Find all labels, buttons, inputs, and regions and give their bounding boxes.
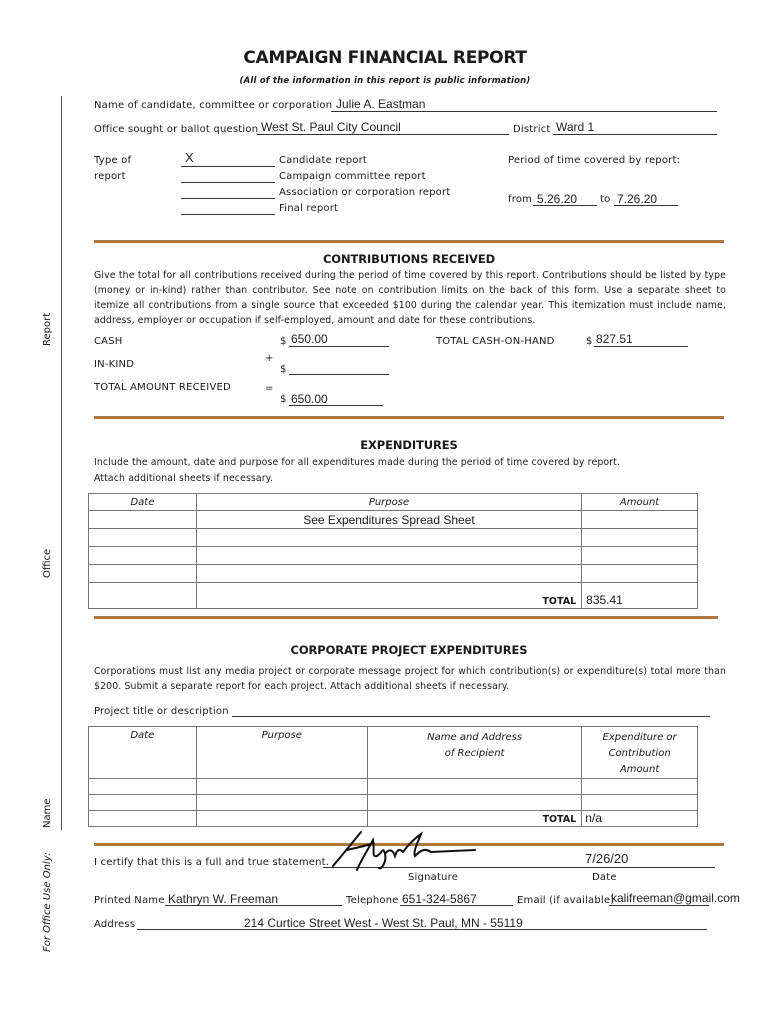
table-total-row [89,811,698,827]
table-row [89,511,698,529]
coh-value[interactable]: 827.51 [596,332,633,346]
corporate-heading: CORPORATE PROJECT EXPENDITURES [290,643,528,657]
email-line [609,905,709,906]
cell-recipient[interactable] [368,779,582,795]
checkbox-line-association[interactable] [181,198,275,199]
col-recipient-line2: of Recipient [444,748,505,759]
section-rule-expenditures [94,416,724,419]
checkbox-line-committee[interactable] [181,182,275,183]
checkbox-line-final[interactable] [181,214,275,215]
check-mark: X [185,150,194,165]
date-value[interactable]: 7/26/20 [585,851,629,866]
inkind-label: IN-KIND [94,359,135,370]
col-exp-line1: Expenditure or [602,732,677,743]
phone-value[interactable]: 651-324-5867 [402,892,477,906]
expenditures-heading: EXPENDITURES [360,438,458,452]
district-line [553,134,717,135]
cell-purpose[interactable] [196,547,581,565]
cell-amount[interactable] [582,779,698,795]
col-amount: Amount [582,494,698,511]
district-label: District [513,124,551,135]
cell-amount[interactable] [582,547,698,565]
table-row [89,547,698,565]
table-row [89,529,698,547]
contributions-heading: CONTRIBUTIONS RECEIVED [322,252,496,266]
cell-date[interactable] [89,583,197,609]
project-line[interactable] [232,716,710,717]
table-total-row [89,583,698,609]
certify-statement: I certify that this is a full and true statement. [94,857,330,868]
side-label-office-use: For Office Use Only: [42,852,53,952]
coh-line [594,346,688,347]
report-type-label: Type of [94,155,132,166]
corporate-table [88,726,698,827]
cell-date[interactable] [89,795,197,811]
phone-label: Telephone [346,895,399,906]
option-final: Final report [279,203,339,214]
col-purpose: Purpose [196,727,367,779]
option-candidate: Candidate report [279,155,368,166]
office-label: Office sought or ballot question [94,124,259,135]
cash-dollar: $ [280,336,287,347]
section-rule-contributions [94,240,724,243]
expenditures-total-value[interactable]: 835.41 [582,583,698,609]
table-header-row [89,494,698,511]
cash-value[interactable]: 650.00 [291,332,328,346]
address-label: Address [94,919,136,930]
inkind-dollar: $ [280,364,287,375]
cell-date[interactable] [89,529,197,547]
cell-recipient[interactable] [368,795,582,811]
side-label-report: Report [42,312,53,346]
from-value[interactable]: 5.26.20 [537,192,578,206]
corporate-total-value[interactable]: n/a [582,811,698,827]
total-label: TOTAL [368,811,582,827]
col-expenditure [582,727,698,779]
email-label: Email (if available) [517,895,615,906]
col-recipient [368,727,582,779]
cell-amount[interactable] [582,795,698,811]
contributions-paragraph: Give the total for all contributions received during the period of time covered by this report. Contributions should be listed by type (money or in-kind) rather than contributor. See note on contribution limits on the back of this form. Use a separate sheet to itemize all contributions from a single source that exceeded $100 during the calendar year. This itemization must include name, address, employer or occupation if self-employed, amount and date for these contributions. [94,270,726,326]
cell-amount[interactable] [582,529,698,547]
table-row [89,779,698,795]
table-header-row [89,727,698,779]
total-label: TOTAL [196,583,581,609]
col-exp-line2: Contribution [608,748,671,759]
office-line [257,134,509,135]
col-recipient-line1: Name and Address [427,732,523,743]
email-value[interactable]: kalifreeman@gmail.com [611,891,740,905]
address-value[interactable]: 214 Curtice Street West - West St. Paul, MN - 55119 [244,916,523,930]
printed-name-value[interactable]: Kathryn W. Freeman [168,892,279,906]
period-label: Period of time covered by report: [508,155,681,166]
cell-amount[interactable] [582,565,698,583]
cell-purpose[interactable] [196,795,367,811]
printed-name-label: Printed Name [94,895,165,906]
page-title: CAMPAIGN FINANCIAL REPORT [243,48,527,68]
option-committee: Campaign committee report [279,171,426,182]
cell-date[interactable] [89,547,197,565]
candidate-line [331,111,717,112]
plus-sign: + [265,353,274,364]
coh-dollar: $ [586,336,593,347]
cash-label: CASH [94,336,123,347]
coh-label: TOTAL CASH-ON-HAND [436,336,555,347]
signature-label: Signature [408,872,459,883]
cash-line [289,346,389,347]
office-value[interactable]: West St. Paul City Council [261,120,401,134]
col-date: Date [89,494,197,511]
equals-sign: = [265,383,274,394]
from-label: from [508,194,533,205]
col-purpose: Purpose [196,494,581,511]
date-label: Date [592,872,617,883]
cell-amount[interactable] [582,511,698,529]
total-received-value[interactable]: 650.00 [291,392,328,406]
expenditures-line2: Attach additional sheets if necessary. [94,473,274,484]
cell-date[interactable] [89,811,197,827]
district-value[interactable]: Ward 1 [556,120,595,134]
side-label-office: Office [42,548,53,578]
col-date: Date [89,727,197,779]
cell-date[interactable] [89,565,197,583]
section-rule-corporate [94,616,718,619]
cell-purpose[interactable]: See Expenditures Spread Sheet [196,511,581,529]
col-exp-line3: Amount [619,764,660,775]
candidate-value[interactable]: Julie A. Eastman [336,97,426,111]
option-association: Association or corporation report [279,187,451,198]
total-received-label: TOTAL AMOUNT RECEIVED [94,382,231,393]
cell-date[interactable] [89,511,197,529]
cell-purpose[interactable] [196,565,581,583]
inkind-line [289,374,389,375]
candidate-label: Name of candidate, committee or corporation [94,100,333,111]
expenditures-line1: Include the amount, date and purpose for all expenditures made during the period of time covered by report. [94,457,621,468]
cell-purpose[interactable] [196,779,367,795]
project-label: Project title or description [94,706,229,717]
side-label-name: Name [42,798,53,828]
cell-date[interactable] [89,779,197,795]
table-row [89,795,698,811]
to-label: to [600,194,611,205]
corporate-paragraph: Corporations must list any media project or corporate message project for which contribution(s) or expenditure(s) total more than $200. Submit a separate report for each project. Attach additional sheets if necessary. [94,666,726,692]
expenditures-table [88,493,698,609]
checkbox-line-candidate[interactable] [181,166,275,167]
margin-line [61,96,62,830]
cell-purpose[interactable] [196,811,367,827]
report-type-label-2: report [94,171,126,182]
cell-purpose[interactable] [196,529,581,547]
table-row [89,565,698,583]
to-value[interactable]: 7.26.20 [617,192,658,206]
total-dollar: $ [280,394,287,405]
signature-icon[interactable] [325,826,485,874]
page-subtitle: (All of the information in this report is public information) [239,76,531,86]
